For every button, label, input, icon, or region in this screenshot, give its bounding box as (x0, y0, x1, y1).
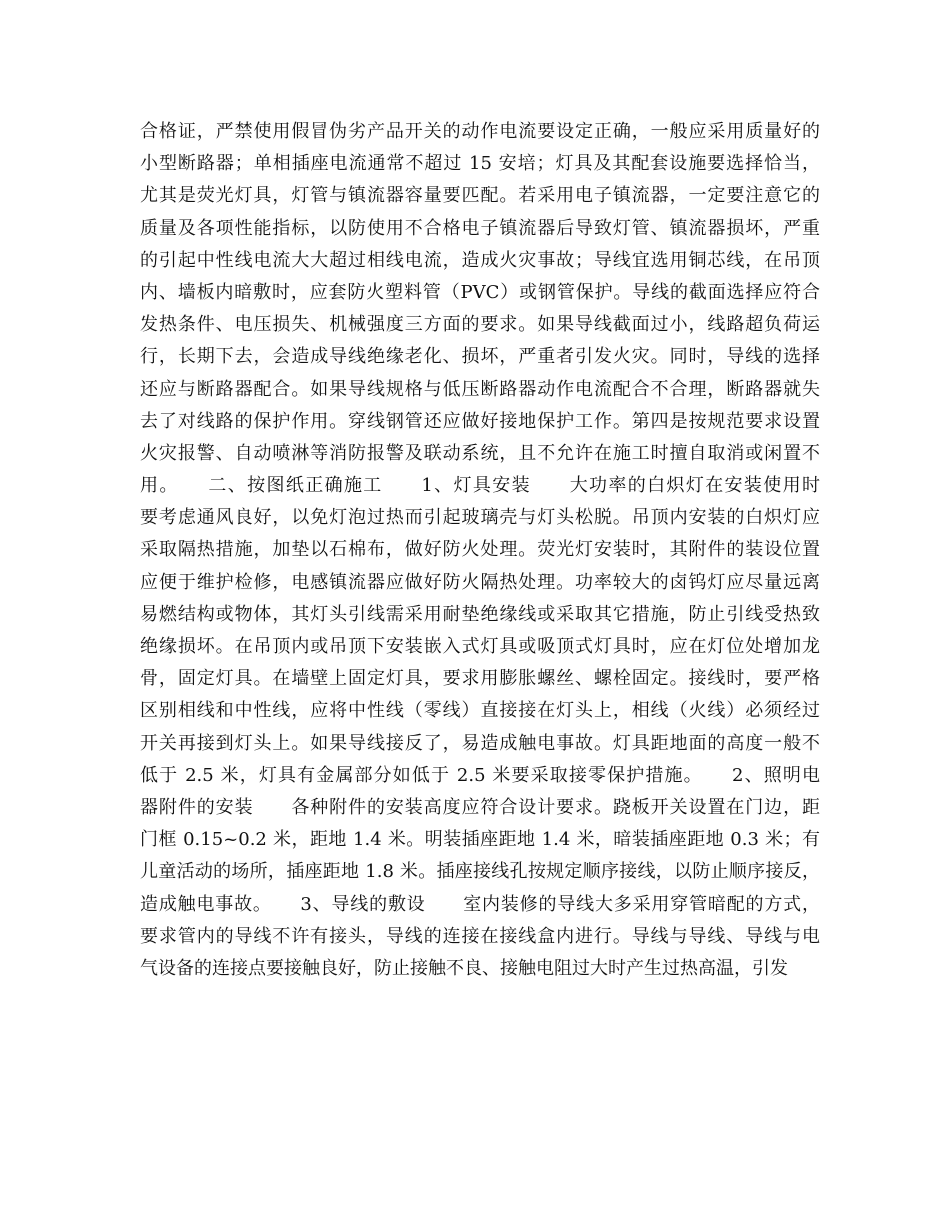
text-line-21: 低于 2.5 米，灯具有金属部分如低于 2.5 米要采取接零保护措施。 2、照明电 (140, 764, 820, 786)
text-line-24: 儿童活动的场所，插座距地 1.8 米。插座接线孔按规定顺序接线，以防止顺序接反， (140, 861, 820, 883)
text-line-22: 器附件的安装 各种附件的安装高度应符合设计要求。跷板开关设置在门边，距 (140, 796, 820, 818)
text-line-15: 应便于维护检修，电感镇流器应做好防火隔热处理。功率较大的卤钨灯应尽量远离 (140, 571, 820, 593)
text-line-6: 内、墙板内暗敷时，应套防火塑料管（PVC）或钢管保护。导线的截面选择应符合 (140, 281, 820, 303)
text-line-16: 易燃结构或物体，其灯头引线需采用耐垫绝缘线或采取其它措施，防止引线受热致 (140, 603, 820, 625)
text-line-26: 要求管内的导线不许有接头，导线的连接在接线盒内进行。导线与导线、导线与电 (140, 925, 820, 947)
text-line-19: 区别相线和中性线，应将中性线（零线）直接接在灯头上，相线（火线）必须经过 (140, 700, 820, 722)
text-line-4: 质量及各项性能指标，以防使用不合格电子镇流器后导致灯管、镇流器损坏，严重 (140, 217, 820, 239)
text-line-11: 火灾报警、自动喷淋等消防报警及联动系统，且不允许在施工时擅自取消或闲置不 (140, 442, 820, 464)
text-line-27: 气设备的连接点要接触良好，防止接触不良、接触电阻过大时产生过热高温，引发 (140, 957, 788, 979)
text-line-10: 去了对线路的保护作用。穿线钢管还应做好接地保护工作。第四是按规范要求设置 (140, 410, 820, 432)
text-line-20: 开关再接到灯头上。如果导线接反了，易造成触电事故。灯具距地面的高度一般不 (140, 732, 820, 754)
text-line-17: 绝缘损坏。在吊顶内或吊顶下安装嵌入式灯具或吸顶式灯具时，应在灯位处增加龙 (140, 636, 820, 657)
text-line-18: 骨，固定灯具。在墙壁上固定灯具，要求用膨胀螺丝、螺栓固定。接线时，要严格 (140, 668, 820, 690)
text-line-14: 采取隔热措施，加垫以石棉布，做好防火处理。荧光灯安装时，其附件的装设位置 (140, 539, 820, 561)
text-line-3: 尤其是荧光灯具，灯管与镇流器容量要匹配。若采用电子镇流器，一定要注意它的 (140, 185, 820, 207)
text-line-13: 要考虑通风良好，以免灯泡过热而引起玻璃壳与灯头松脱。吊顶内安装的白炽灯应 (140, 507, 820, 529)
text-line-23: 门框 0.15~0.2 米，距地 1.4 米。明装插座距地 1.4 米，暗装插座距地 0.3 米；有 (140, 829, 820, 851)
body-text (140, 116, 820, 985)
text-line-2: 小型断路器；单相插座电流通常不超过 15 安培；灯具及其配套设施要选择恰当， (140, 153, 820, 175)
text-line-7: 发热条件、电压损失、机械强度三方面的要求。如果导线截面过小，线路超负荷运 (140, 314, 820, 336)
text-line-25: 造成触电事故。 3、导线的敷设 室内装修的导线大多采用穿管暗配的方式， (140, 893, 820, 915)
text-line-12: 用。 二、按图纸正确施工 1、灯具安装 大功率的白炽灯在安装使用时 (140, 475, 820, 497)
text-line-8: 行，长期下去，会造成导线绝缘老化、损坏，严重者引发火灾。同时，导线的选择 (140, 346, 820, 368)
text-line-1: 合格证，严禁使用假冒伪劣产品开关的动作电流要设定正确，一般应采用质量好的 (140, 121, 820, 142)
text-line-5: 的引起中性线电流大大超过相线电流，造成火灾事故；导线宜选用铜芯线，在吊顶 (140, 249, 820, 271)
text-line-9: 还应与断路器配合。如果导线规格与低压断路器动作电流配合不合理，断路器就失 (140, 378, 820, 400)
